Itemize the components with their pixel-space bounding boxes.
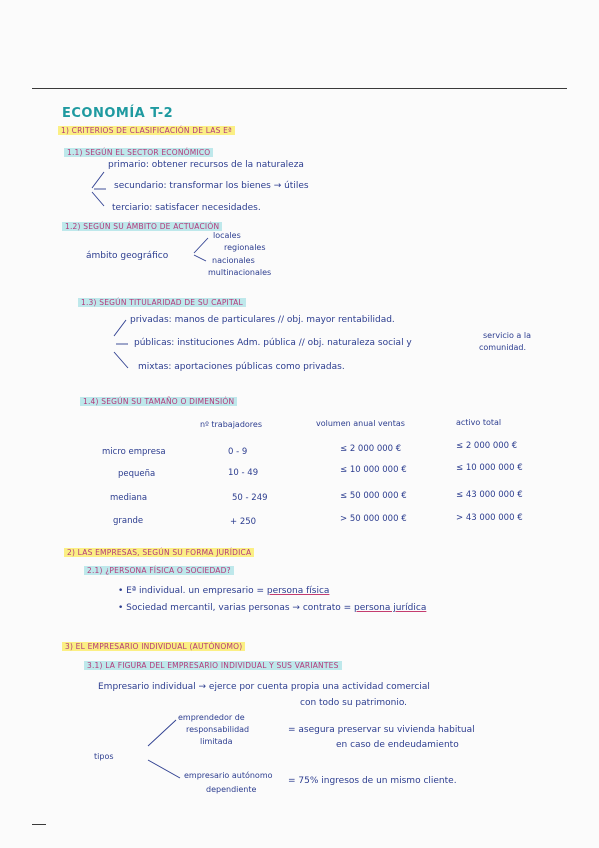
section-1-4-heading: 1.4) SEGÚN SU TAMAÑO O DIMENSIÓN [80, 397, 237, 406]
forma-item-2-text: • Sociedad mercantil, varias personas → contrato = [118, 603, 355, 613]
branch-line [114, 352, 128, 368]
row-assets: ≤ 2 000 000 € [456, 441, 518, 451]
section-1-heading: 1) CRITERIOS DE CLASIFICACIÓN DE LAS Eª [58, 126, 235, 135]
tipo-1-line-a: emprendedor de [178, 713, 245, 722]
branch-line [194, 255, 206, 261]
page-bottom-rule [32, 824, 46, 825]
tipo-1-line-b: responsabilidad [186, 725, 250, 734]
ambito-item-2: regionales [224, 243, 266, 252]
ambito-item-3: nacionales [212, 256, 255, 265]
capital-item-2: públicas: instituciones Adm. pública // obj. naturaleza social y [134, 338, 412, 348]
forma-item-1-text: • Eª individual. un empresario = [118, 586, 267, 596]
section-1-1-heading: 1.1) SEGÚN EL SECTOR ECONÓMICO [64, 148, 213, 157]
tipo-1-line-c: limitada [200, 737, 233, 746]
row-name: micro empresa [102, 447, 166, 457]
col-header-workers: nº trabajadores [200, 420, 262, 429]
branch-line [114, 320, 126, 336]
branch-line [92, 192, 104, 206]
tipos-label: tipos [94, 752, 114, 761]
row-name: pequeña [118, 469, 156, 479]
row-name: grande [113, 516, 144, 526]
row-workers: 50 - 249 [232, 493, 268, 503]
row-name: mediana [110, 493, 148, 503]
persona-juridica-term: persona jurídica [354, 603, 427, 613]
sector-item-1: primario: obtener recursos de la naturaleza [108, 160, 304, 170]
row-assets: ≤ 43 000 000 € [456, 490, 523, 500]
ambito-item-4: multinacionales [208, 268, 272, 277]
row-sales: > 50 000 000 € [340, 514, 407, 524]
row-workers: + 250 [230, 517, 257, 527]
section-2-1-heading: 2.1) ¿PERSONA FÍSICA O SOCIEDAD? [84, 566, 234, 575]
row-workers: 0 - 9 [228, 447, 248, 457]
capital-item-1: privadas: manos de particulares // obj. mayor rentabilidad. [130, 315, 395, 325]
page-title: ECONOMÍA T-2 [62, 106, 174, 121]
branch-line [92, 172, 104, 188]
capital-item-2c: comunidad. [479, 343, 527, 352]
sector-item-2: secundario: transformar los bienes → útiles [114, 181, 309, 191]
persona-fisica-term: persona física [266, 586, 330, 596]
ambito-item-1: locales [213, 231, 241, 240]
row-assets: ≤ 10 000 000 € [456, 463, 523, 473]
sector-item-3: terciario: satisfacer necesidades. [112, 203, 261, 213]
capital-item-2b: servicio a la [483, 331, 531, 340]
tipo-1-desc: = asegura preservar su vivienda habitual [288, 725, 475, 735]
section-2-heading: 2) LAS EMPRESAS, SEGÚN SU FORMA JURÍDICA [64, 548, 254, 557]
tipo-2-desc: = 75% ingresos de un mismo cliente. [288, 776, 457, 786]
tipo-2-line-a: empresario autónomo [184, 771, 273, 780]
section-1-2-heading: 1.2) SEGÚN SU ÁMBITO DE ACTUACIÓN [62, 222, 222, 231]
capital-item-3: mixtas: aportaciones públicas como privadas. [138, 362, 345, 372]
row-sales: ≤ 50 000 000 € [340, 491, 407, 501]
col-header-assets: activo total [456, 418, 502, 427]
row-assets: > 43 000 000 € [456, 513, 523, 523]
branch-line [148, 760, 180, 778]
tipo-2-line-b: dependiente [206, 785, 257, 794]
ambito-label: ámbito geográfico [86, 251, 169, 261]
section-1-3-heading: 1.3) SEGÚN TITULARIDAD DE SU CAPITAL [78, 298, 246, 307]
section-3-1-heading: 3.1) LA FIGURA DEL EMPRESARIO INDIVIDUAL Y SUS VARIANTES [84, 661, 342, 670]
branch-line [194, 238, 208, 253]
section-3-heading: 3) EL EMPRESARIO INDIVIDUAL (AUTÓNOMO) [62, 642, 245, 651]
tipo-1-desc-2: en caso de endeudamiento [336, 740, 459, 750]
col-header-sales: volumen anual ventas [316, 419, 405, 428]
row-sales: ≤ 10 000 000 € [340, 465, 407, 475]
empresario-definition-1: Empresario individual → ejerce por cuenta propia una actividad comercial [98, 682, 430, 692]
row-workers: 10 - 49 [228, 468, 259, 478]
row-sales: ≤ 2 000 000 € [340, 444, 402, 454]
branch-line [148, 720, 176, 746]
empresario-definition-2: con todo su patrimonio. [300, 698, 408, 708]
